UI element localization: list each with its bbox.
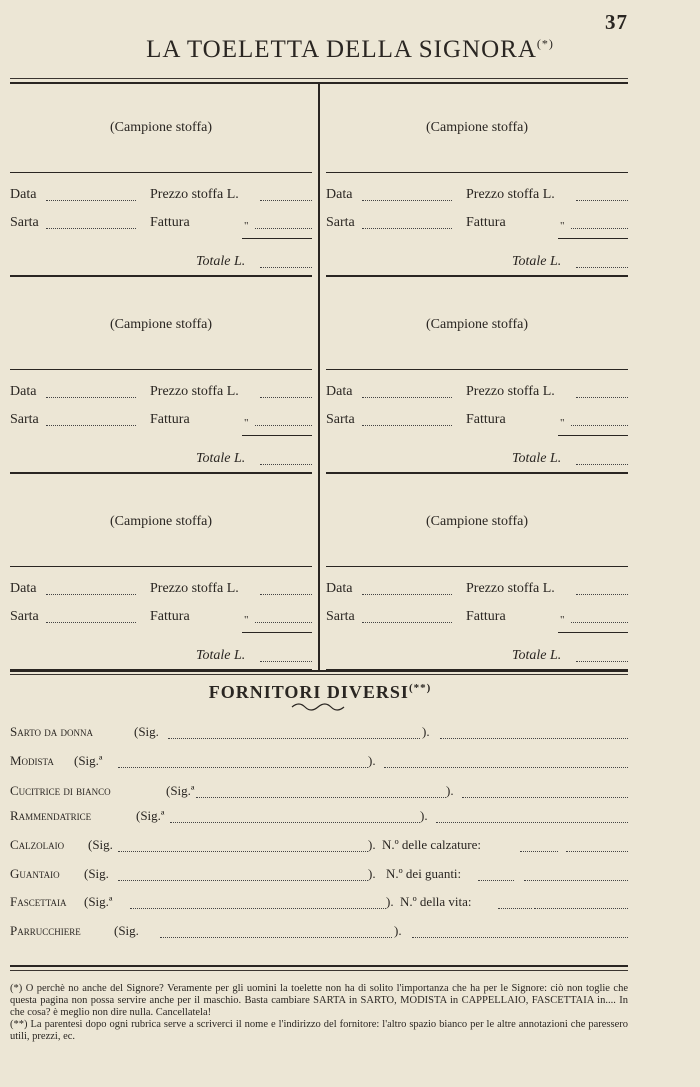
make-field[interactable] <box>571 425 628 426</box>
page-title <box>0 36 700 64</box>
supplier-row <box>10 753 628 771</box>
supplier-notes-field[interactable] <box>462 797 628 798</box>
fabric-entry <box>10 279 312 473</box>
supplier-row <box>10 837 628 855</box>
supplier-close: ). <box>422 724 430 739</box>
supplier-row <box>10 866 628 884</box>
make-label: Fattura <box>466 609 506 624</box>
price-label: Prezzo stoffa L. <box>466 581 555 596</box>
supplier-name-field[interactable] <box>118 880 368 881</box>
supplier-row <box>10 894 628 912</box>
total-label: Totale L. <box>196 648 246 663</box>
fabric-sample-label: (Campione stoffa) <box>110 317 212 332</box>
supplier-extra-label: N.º delle calzature: <box>382 837 481 852</box>
subtotal-rule <box>558 435 628 436</box>
make-label: Fattura <box>466 215 506 230</box>
page-title-text: LA TOELETTA DELLA SIGNORA <box>146 36 537 63</box>
tailor-label: Sarta <box>326 412 355 427</box>
fabric-sample-label: (Campione stoffa) <box>426 514 528 529</box>
supplier-notes-field[interactable] <box>534 908 628 909</box>
supplier-close: ). <box>394 923 402 938</box>
tailor-field[interactable] <box>362 622 452 623</box>
supplier-row <box>10 724 628 742</box>
cell-bottom-rule <box>10 472 312 474</box>
tailor-field[interactable] <box>362 228 452 229</box>
tailor-label: Sarta <box>10 609 39 624</box>
subtotal-rule <box>242 435 312 436</box>
make-label: Fattura <box>150 215 190 230</box>
supplier-name-field[interactable] <box>160 937 392 938</box>
supplier-close: ). <box>368 753 376 768</box>
total-field[interactable] <box>260 661 312 662</box>
supplier-close: ). <box>446 783 454 798</box>
price-label: Prezzo stoffa L. <box>150 187 239 202</box>
price-field[interactable] <box>260 200 312 201</box>
total-field[interactable] <box>576 661 628 662</box>
cell-separator <box>10 369 312 370</box>
date-field[interactable] <box>362 200 452 201</box>
make-label: Fattura <box>466 412 506 427</box>
fabric-sample-label: (Campione stoffa) <box>426 317 528 332</box>
supplier-count-field[interactable] <box>478 880 514 881</box>
date-field[interactable] <box>46 594 136 595</box>
make-label: Fattura <box>150 412 190 427</box>
date-field[interactable] <box>362 594 452 595</box>
supplier-sig: (Sig. <box>114 923 139 938</box>
supplier-extra-label: N.º della vita: <box>400 894 472 909</box>
supplier-name-field[interactable] <box>130 908 386 909</box>
footnote-1: (*) O perchè no anche del Signore? Veramente per gli uomini la toelette non ha di solito l'importanza che ha per le Signore: ciò non toglie che questa pagina non possa servire anche per il maschio. Basta cambiare SARTA in SARTO, MODISTA in CAPPELLAIO, FASCETTAIA in.... In che cosa? è meglio non dire nulla. Cancellatela! <box>10 983 628 1018</box>
cell-separator <box>326 172 628 173</box>
supplier-row <box>10 808 628 826</box>
subtotal-rule <box>558 238 628 239</box>
price-field[interactable] <box>576 594 628 595</box>
total-field[interactable] <box>576 464 628 465</box>
supplier-label: Calzolaio <box>10 837 65 852</box>
ditto-mark: " <box>560 220 565 232</box>
supplier-label: Sarto da donna <box>10 724 94 739</box>
supplier-close: ). <box>368 866 376 881</box>
subtotal-rule <box>558 632 628 633</box>
tailor-field[interactable] <box>46 425 136 426</box>
supplier-label: Cucitrice di bianco <box>10 783 111 798</box>
cell-bottom-rule <box>10 275 312 277</box>
cell-bottom-rule <box>326 472 628 474</box>
fabric-sample-label: (Campione stoffa) <box>426 120 528 135</box>
supplier-row <box>10 923 628 941</box>
supplier-notes-field[interactable] <box>384 767 628 768</box>
supplier-count-field[interactable] <box>520 851 558 852</box>
date-label: Data <box>326 384 353 399</box>
total-field[interactable] <box>576 267 628 268</box>
supplier-extra-label: N.º dei guanti: <box>386 866 462 881</box>
title-footnote-mark: (*) <box>536 36 554 51</box>
total-label: Totale L. <box>512 254 562 269</box>
supplier-label: Rammendatrice <box>10 808 92 823</box>
total-field[interactable] <box>260 267 312 268</box>
grid-bottom-rule <box>10 670 628 672</box>
supplier-sig: (Sig. <box>88 837 113 852</box>
date-field[interactable] <box>46 397 136 398</box>
ditto-mark: " <box>560 614 565 626</box>
date-label: Data <box>326 581 353 596</box>
price-field[interactable] <box>576 397 628 398</box>
cell-separator <box>326 566 628 567</box>
fabric-sample-label: (Campione stoffa) <box>110 120 212 135</box>
cell-bottom-rule <box>326 275 628 277</box>
supplier-sig: (Sig. <box>134 724 159 739</box>
grid-divider <box>318 82 320 670</box>
price-field[interactable] <box>576 200 628 201</box>
notes-rule-thin <box>10 970 628 971</box>
ornament-swirl <box>290 702 346 712</box>
supplier-close: ). <box>368 837 376 852</box>
price-label: Prezzo stoffa L. <box>466 384 555 399</box>
supplier-sig: (Sig.ª <box>84 894 113 909</box>
supplier-sig: (Sig.ª <box>136 808 165 823</box>
tailor-label: Sarta <box>326 609 355 624</box>
make-field[interactable] <box>255 228 312 229</box>
supplier-notes-field[interactable] <box>524 880 628 881</box>
suppliers-title <box>0 682 640 703</box>
suppliers-title-text: FORNITORI DIVERSI <box>208 682 409 702</box>
supplier-name-field[interactable] <box>168 738 420 739</box>
make-field[interactable] <box>255 622 312 623</box>
fabric-sample-label: (Campione stoffa) <box>110 514 212 529</box>
cell-separator <box>10 566 312 567</box>
ditto-mark: " <box>560 417 565 429</box>
make-label: Fattura <box>150 609 190 624</box>
supplier-label: Fascettaia <box>10 894 67 909</box>
price-label: Prezzo stoffa L. <box>466 187 555 202</box>
price-label: Prezzo stoffa L. <box>150 384 239 399</box>
subtotal-rule <box>242 632 312 633</box>
footnote-2: (**) La parentesi dopo ogni rubrica serve a scriverci il nome e l'indirizzo del fornitore: l'altro spazio bianco per le altre annotazioni che paressero utili, prezzi, ec. <box>10 1019 628 1042</box>
page-number: 37 <box>605 10 628 34</box>
total-label: Totale L. <box>512 648 562 663</box>
date-label: Data <box>10 581 37 596</box>
top-rule <box>10 78 628 79</box>
tailor-field[interactable] <box>362 425 452 426</box>
total-label: Totale L. <box>512 451 562 466</box>
date-label: Data <box>10 384 37 399</box>
supplier-close: ). <box>420 808 428 823</box>
ditto-mark: " <box>244 614 249 626</box>
total-label: Totale L. <box>196 254 246 269</box>
supplier-sig: (Sig. <box>84 866 109 881</box>
make-field[interactable] <box>571 228 628 229</box>
supplier-row <box>10 783 628 801</box>
supplier-sig: (Sig.ª <box>166 783 195 798</box>
supplier-notes-field[interactable] <box>566 851 628 852</box>
make-field[interactable] <box>255 425 312 426</box>
footnotes <box>10 983 628 1043</box>
grid-bottom-rule-thin <box>10 674 628 675</box>
tailor-label: Sarta <box>10 412 39 427</box>
supplier-label: Parrucchiere <box>10 923 81 938</box>
tailor-label: Sarta <box>10 215 39 230</box>
date-label: Data <box>326 187 353 202</box>
supplier-notes-field[interactable] <box>436 822 628 823</box>
fabric-entry <box>326 82 628 276</box>
cell-separator <box>326 369 628 370</box>
total-field[interactable] <box>260 464 312 465</box>
supplier-name-field[interactable] <box>118 851 368 852</box>
fabric-entry <box>10 82 312 276</box>
date-field[interactable] <box>362 397 452 398</box>
cell-separator <box>10 172 312 173</box>
make-field[interactable] <box>571 622 628 623</box>
fabric-entry <box>326 476 628 670</box>
tailor-field[interactable] <box>46 228 136 229</box>
supplier-label: Modista <box>10 753 54 768</box>
total-label: Totale L. <box>196 451 246 466</box>
suppliers-footnote-mark: (**) <box>408 682 432 694</box>
supplier-sig: (Sig.ª <box>74 753 103 768</box>
fabric-entry <box>326 279 628 473</box>
date-field[interactable] <box>46 200 136 201</box>
subtotal-rule <box>242 238 312 239</box>
supplier-name-field[interactable] <box>170 822 420 823</box>
ditto-mark: " <box>244 417 249 429</box>
price-field[interactable] <box>260 397 312 398</box>
ditto-mark: " <box>244 220 249 232</box>
supplier-label: Guantaio <box>10 866 60 881</box>
price-field[interactable] <box>260 594 312 595</box>
tailor-label: Sarta <box>326 215 355 230</box>
supplier-notes-field[interactable] <box>440 738 628 739</box>
fabric-entry <box>10 476 312 670</box>
supplier-name-field[interactable] <box>118 767 368 768</box>
date-label: Data <box>10 187 37 202</box>
notes-rule <box>10 965 628 967</box>
price-label: Prezzo stoffa L. <box>150 581 239 596</box>
supplier-count-field[interactable] <box>498 908 532 909</box>
tailor-field[interactable] <box>46 622 136 623</box>
supplier-notes-field[interactable] <box>412 937 628 938</box>
supplier-close: ). <box>386 894 394 909</box>
supplier-name-field[interactable] <box>196 797 446 798</box>
